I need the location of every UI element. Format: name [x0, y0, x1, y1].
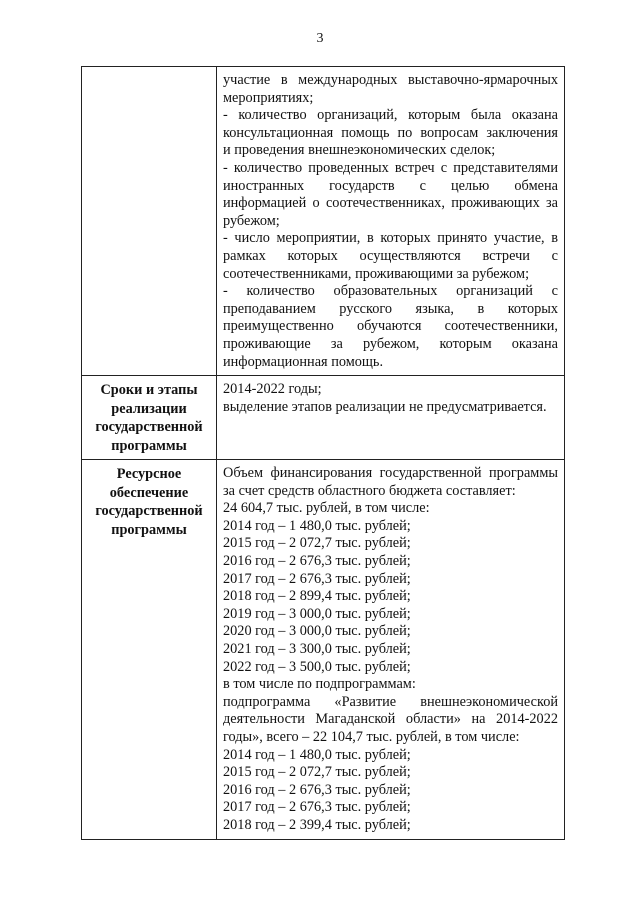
text-line: 2014-2022 годы;: [223, 381, 322, 398]
text-line: мероприятиях;: [223, 89, 314, 106]
row-label-cell: [82, 67, 217, 376]
text-line: информационная помощь.: [223, 353, 384, 370]
text-line: информацией о соотечественниках, проживающих за: [223, 195, 558, 212]
text-line: иностранных государств с целью обмена: [223, 177, 558, 194]
text-line: 2022 год – 3 500,0 тыс. рублей;: [223, 658, 411, 675]
table-row: [82, 460, 565, 839]
text-line: Объем финансирования государственной программы: [223, 465, 558, 482]
text-line: подпрограмма «Развитие внешнеэкономической: [223, 693, 558, 710]
row-label-cell: Ресурсное обеспечение государственной программы: [82, 460, 217, 839]
text-line: преимущественно обучаются соотечественники,: [223, 318, 558, 335]
page-number: 3: [316, 31, 324, 46]
text-line: выделение этапов реализации не предусматривается.: [223, 398, 547, 415]
table-row: [82, 67, 565, 376]
row-label-cell: Сроки и этапы реализации государственной программы: [82, 376, 217, 460]
text-line: 2014 год – 1 480,0 тыс. рублей;: [223, 517, 411, 534]
row-value-cell: [217, 376, 565, 460]
text-line: 2017 год – 2 676,3 тыс. рублей;: [223, 799, 411, 816]
text-line: 2016 год – 2 676,3 тыс. рублей;: [223, 553, 411, 570]
program-passport-table: [81, 66, 565, 840]
text-line: - количество организаций, которым была оказана: [223, 107, 558, 124]
text-line: - число мероприятии, в которых принято участие, в: [223, 230, 558, 247]
row-value-cell: [217, 460, 565, 839]
text-line: в том числе по подпрограммам:: [223, 676, 416, 693]
text-line: и проведения внешнеэкономических сделок;: [223, 142, 496, 159]
text-line: консультационная помощь по вопросам заключения: [223, 124, 558, 141]
table-row: [82, 376, 565, 460]
text-line: 2020 год – 3 000,0 тыс. рублей;: [223, 623, 411, 640]
text-line: 2017 год – 2 676,3 тыс. рублей;: [223, 570, 411, 587]
text-line: 24 604,7 тыс. рублей, в том числе:: [223, 500, 430, 517]
text-line: 2019 год – 3 000,0 тыс. рублей;: [223, 605, 411, 622]
text-line: рамках которых осуществляются встречи с: [223, 247, 558, 264]
text-line: соотечественниками, проживающими за рубежом;: [223, 265, 530, 282]
text-line: 2018 год – 2 899,4 тыс. рублей;: [223, 588, 411, 605]
text-line: 2015 год – 2 072,7 тыс. рублей;: [223, 764, 411, 781]
text-line: 2021 год – 3 300,0 тыс. рублей;: [223, 641, 411, 658]
text-line: рубежом;: [223, 212, 280, 229]
text-line: участие в международных выставочно-ярмарочных: [223, 72, 558, 88]
text-line: годы», всего – 22 104,7 тыс. рублей, в том числе:: [223, 729, 520, 745]
text-line: - количество образовательных организаций с: [223, 283, 558, 300]
text-line: деятельности Магаданской области» на 2014-2022: [223, 711, 558, 728]
text-line: - количество проведенных встреч с представителями: [223, 159, 558, 176]
text-line: преподаванием русского языка, в которых: [223, 300, 558, 317]
text-line: 2015 год – 2 072,7 тыс. рублей;: [223, 535, 411, 552]
text-line: 2014 год – 1 480,0 тыс. рублей;: [223, 746, 411, 763]
row-value-cell: [217, 67, 565, 376]
text-line: 2018 год – 2 399,4 тыс. рублей;: [223, 816, 411, 833]
text-line: 2016 год – 2 676,3 тыс. рублей;: [223, 781, 411, 798]
text-line: проживающие за рубежом, которым оказана: [223, 335, 558, 352]
text-line: за счет средств областного бюджета составляет:: [223, 482, 516, 499]
